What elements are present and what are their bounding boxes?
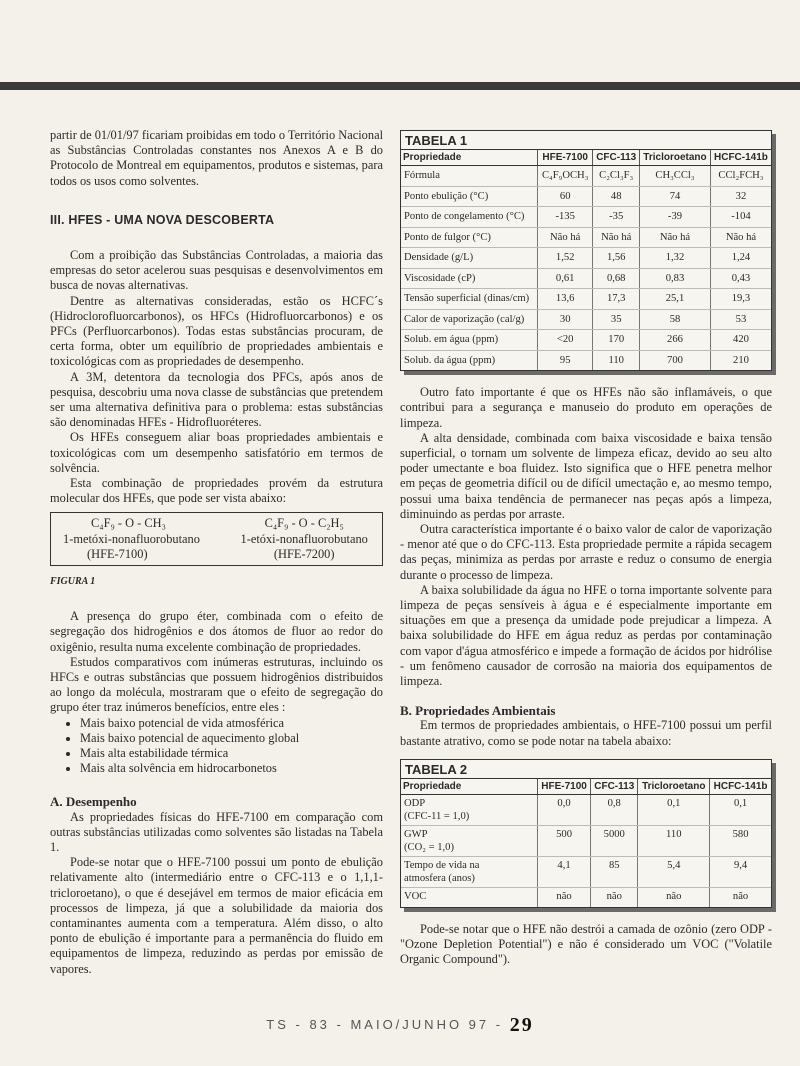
properties-table	[401, 149, 771, 370]
paragraph: Pode-se notar que o HFE-7100 possui um ponto de ebulição relativamente alto (intermediário entre o CFC-113 e o 1,1,1-tricloroetano), o que é desejável em termos de maior eficácia em processos de limpeza, já que a solubilidade da maioria dos contaminantes aumenta com a temperatura. Além disso, o alto ponto de ebulição é importante para a permanência do fluido em equipamentos de limpeza, reduzindo as perdas por emissão de vapores.	[50, 855, 383, 976]
list-item: • Mais alta estabilidade térmica	[80, 746, 383, 761]
left-column	[50, 128, 383, 977]
column-header: Propriedade	[401, 150, 538, 166]
table-cell: não	[538, 888, 591, 908]
table-cell: 74	[640, 186, 711, 207]
list-item: • Mais baixo potencial de vida atmosférica	[80, 716, 383, 731]
table-row	[401, 248, 771, 269]
table-cell: 1,32	[640, 248, 711, 269]
table-cell: 95	[538, 350, 593, 370]
paragraph: A alta densidade, combinada com baixa viscosidade e baixa tensão superficial, o tornam um solvente de limpeza eficaz, devido ao seu alto poder umectante e boa fluidez. Isto significa que o HFE penetra melhor em peças de geometria difícil ou de difícil umectação e, ao mesmo tempo, possui uma baixa tendência de permanecer nas peças após a limpeza, diminuindo as perdas por arraste.	[400, 430, 772, 521]
table-cell: 5,4	[638, 857, 710, 888]
table-title: TABELA 1	[405, 133, 468, 148]
row-label: Calor de vaporização (cal/g)	[401, 309, 538, 330]
table-cell: 0,8	[591, 795, 638, 826]
figure-caption: FIGURA 1	[50, 575, 96, 587]
table-row	[401, 795, 771, 826]
column-header: Tricloroetano	[640, 150, 711, 166]
table-cell: 19,3	[710, 289, 771, 310]
benefits-list	[50, 716, 383, 777]
row-label: Ponto ebulição (°C)	[401, 186, 538, 207]
column-header: HCFC-141b	[710, 779, 771, 795]
compound-name: 1-metóxi-nonafluorobutano	[63, 531, 200, 546]
table-cell: -39	[640, 207, 711, 228]
column-header: HFE-7100	[538, 779, 591, 795]
table-row	[401, 330, 771, 351]
table-cell: -135	[538, 207, 593, 228]
table-row	[401, 289, 771, 310]
paragraph: Dentre as alternativas consideradas, estão os HCFC´s (Hidroclorofluorcarbonos), os HFCs (Hidrofluorcarbonos) e os PFCs (Perfluorcarbonos). Todas estas substâncias procuram, de certa forma, obter um equilíbrio de propriedades ambientais e toxicológicas com as propriedades de desempenho.	[50, 293, 383, 369]
environmental-table	[401, 778, 771, 907]
row-label-line: atmosfera (anos)	[404, 873, 475, 885]
table-cell: não	[638, 888, 710, 908]
table-cell: 500	[538, 826, 591, 857]
table-cell: 53	[710, 309, 771, 330]
row-label: Viscosidade (cP)	[401, 268, 538, 289]
compound-code: (HFE-7100)	[87, 547, 148, 562]
paragraph: A baixa solubilidade da água no HFE o torna importante solvente para limpeza de peças sensíveis à água e é especialmente importante em situações em que a presença da umidade pode prejudicar a limpeza. A baixa solubilidade do HFE em água reduz as perdas por contaminação com vapor d'água atmosférico e impede a formação de ácidos por hidrólise - um fenômeno causador de corrosão na maioria dos equipamentos de limpeza.	[400, 582, 772, 689]
table-cell: 266	[640, 330, 711, 351]
table-cell: CH₃CCl₃	[640, 166, 711, 187]
table-cell: 58	[640, 309, 711, 330]
paragraph: Pode-se notar que o HFE não destrói a camada de ozônio (zero ODP - "Ozone Depletion Potential") e não é considerado um VOC ("Volatile Organic Compound").	[400, 922, 772, 967]
list-item: • Mais baixo potencial de aquecimento global	[80, 731, 383, 746]
table-header-row	[401, 150, 771, 166]
table-row	[401, 166, 771, 187]
table-cell: 85	[591, 857, 638, 888]
table-body	[401, 166, 771, 371]
table-cell: -35	[593, 207, 640, 228]
page-footer	[0, 1014, 800, 1037]
table-row	[401, 186, 771, 207]
subheading-desempenho: A. Desempenho	[50, 794, 137, 810]
column-header: CFC-113	[593, 150, 640, 166]
table-row	[401, 207, 771, 228]
table-cell: Não há	[710, 227, 771, 248]
paragraph: A 3M, detentora da tecnologia dos PFCs, após anos de pesquisa, descobriu uma nova classe de substâncias que pretendem ser uma alternativa definitiva para o problema: estas substâncias são denominadas HFEs - Hidrofluoréteres.	[50, 369, 383, 430]
row-label: Solub. da água (ppm)	[404, 354, 496, 366]
column-header: CFC-113	[591, 779, 638, 795]
table-cell: não	[710, 888, 771, 908]
formula-text: C₄F₉ - O - C₂H₅	[264, 516, 344, 531]
table-row	[401, 268, 771, 289]
compound-name: 1-etóxi-nonafluorobutano	[240, 531, 368, 546]
table-cell: não	[591, 888, 638, 908]
page-number: 29	[509, 1014, 534, 1036]
hfe-7100-structure	[51, 516, 226, 563]
table-row	[401, 350, 771, 370]
table-cell: 17,3	[593, 289, 640, 310]
table-cell: 110	[593, 350, 640, 370]
row-label-line: Tempo de vida na	[404, 860, 480, 872]
intro-paragraph: partir de 01/01/97 ficariam proibidas em todo o Território Nacional as Substâncias Controladas constantes nos Anexos A e B do Protocolo de Montreal em equipamentos, produtos e sistemas, para todos os usos como solventes.	[50, 128, 384, 188]
table-cell: CCl₂FCH₃	[710, 166, 771, 187]
paragraph: Esta combinação de propriedades provém da estrutura molecular dos HFEs, que pode ser vista abaixo:	[50, 476, 383, 506]
paragraph: Outra característica importante é o baixo valor de calor de vaporização - menor até que o do CFC-113. Esta propriedade permite a rápida secagem das peças, minimiza as perdas por arraste e reduz o consumo de energia durante o processo de limpeza.	[400, 522, 772, 582]
paragraph: Os HFEs conseguem aliar boas propriedades ambientais e toxicológicas com um desempenho satisfatório em termos de solvência.	[50, 430, 383, 475]
table-cell: Não há	[640, 227, 711, 248]
table-2	[400, 759, 772, 908]
table-cell: 580	[710, 826, 771, 857]
compound-code: (HFE-7200)	[273, 547, 335, 562]
table-header-row	[401, 779, 771, 795]
table-row	[401, 309, 771, 330]
table-cell: 48	[593, 186, 640, 207]
row-label	[401, 857, 538, 888]
table-cell: 1,52	[538, 248, 593, 269]
hfe-7200-structure	[226, 516, 382, 563]
subheading-propriedades-ambientais: B. Propriedades Ambientais	[400, 703, 556, 719]
table-cell: 170	[593, 330, 640, 351]
table-cell: 5000	[591, 826, 638, 857]
table-cell: 35	[593, 309, 640, 330]
table-cell: C₄F₉OCH₃	[538, 166, 593, 187]
table-row	[401, 227, 771, 248]
table-cell: 32	[710, 186, 771, 207]
row-label: Solub. em água (ppm)	[401, 330, 538, 351]
table-cell: 0,43	[710, 268, 771, 289]
row-label-line: VOC	[404, 891, 427, 903]
column-header: HFE-7100	[538, 150, 593, 166]
table-cell: 13,6	[538, 289, 593, 310]
table-cell: 110	[638, 826, 710, 857]
table-row	[401, 857, 771, 888]
row-label: Ponto de congelamento (°C)	[401, 207, 538, 228]
column-header: Tricloroetano	[638, 779, 710, 795]
row-label: Tensão superficial (dinas/cm)	[401, 289, 538, 310]
column-header: Propriedade	[401, 779, 538, 795]
paragraph: Em termos de propriedades ambientais, o HFE-7100 possui um perfil bastante atrativo, como se pode notar na tabela abaixo:	[400, 718, 772, 748]
table-cell: 1,24	[710, 248, 771, 269]
column-header: HCFC-141b	[710, 150, 771, 166]
row-label: Fórmula	[401, 166, 538, 187]
table-1	[400, 130, 772, 371]
table-cell: 0,68	[593, 268, 640, 289]
table-cell: Não há	[538, 227, 593, 248]
table-row	[401, 888, 771, 908]
table-cell: -104	[710, 207, 771, 228]
table-cell: 0,1	[638, 795, 710, 826]
table-body	[401, 795, 771, 908]
row-label-line: (CFC-11 = 1,0)	[404, 811, 470, 823]
paragraph: Estudos comparativos com inúmeras estruturas, incluindo os HFCs e outras substâncias que possuem hidrogênios distribuidos ao longo da molécula, mostraram que o efeito de segregação do grupo éter traz inúmeros benefícios, entre eles :	[50, 654, 383, 715]
row-label: Ponto de fulgor (°C)	[401, 227, 538, 248]
table-cell: 30	[538, 309, 593, 330]
row-label	[401, 795, 538, 826]
footer-text: TS - 83 - MAIO/JUNHO 97 -	[266, 1017, 504, 1032]
table-cell: 0,0	[538, 795, 591, 826]
row-label-line: (CO₂ = 1,0)	[404, 842, 454, 854]
row-label-line: ODP	[404, 798, 426, 810]
table-title: TABELA 2	[405, 761, 468, 777]
row-label-line: GWP	[404, 829, 428, 841]
paragraph: Com a proibição das Substâncias Controladas, a maioria das empresas do setor acelerou suas pesquisas e desenvolvimentos em busca de novas alternativas.	[50, 248, 383, 293]
table-cell: 210	[710, 350, 771, 370]
row-label	[401, 826, 538, 857]
right-column	[400, 130, 772, 968]
paragraph: A presença do grupo éter, combinada com o efeito de segregação dos hidrogênios e dos átomos de fluor ao redor do oxigênio, resulta numa excelente combinação de propriedades.	[50, 609, 383, 654]
formula-text: C₄F₉ - O - CH₃	[91, 516, 166, 531]
table-cell: <20	[538, 330, 593, 351]
table-cell: 4,1	[538, 857, 591, 888]
table-cell: 0,61	[538, 268, 593, 289]
table-cell: 9,4	[710, 857, 771, 888]
table-cell: 25,1	[640, 289, 711, 310]
table-cell: 420	[710, 330, 771, 351]
list-item: • Mais alta solvência em hidrocarbonetos	[80, 761, 383, 776]
section-heading-hfes: III. HFES - UMA NOVA DESCOBERTA	[50, 212, 275, 227]
table-cell: Não há	[593, 227, 640, 248]
paragraph: As propriedades físicas do HFE-7100 em comparação com outras substâncias utilizadas como solventes são listadas na Tabela 1.	[50, 809, 383, 855]
table-cell: 0,1	[710, 795, 771, 826]
header-rule	[0, 82, 800, 90]
figure-1-box	[50, 512, 383, 566]
table-cell: 1,56	[593, 248, 640, 269]
paragraph: Outro fato importante é que os HFEs não são inflamáveis, o que contribui para a segurança e manuseio do produto em operações de limpeza.	[400, 385, 772, 430]
row-label: Densidade (g/L)	[401, 248, 538, 269]
table-row	[401, 826, 771, 857]
table-cell: C₂Cl₃F₃	[593, 166, 640, 187]
row-label	[401, 888, 538, 908]
table-cell: 700	[640, 350, 711, 370]
table-cell: 0,83	[640, 268, 711, 289]
table-cell: 60	[538, 186, 593, 207]
